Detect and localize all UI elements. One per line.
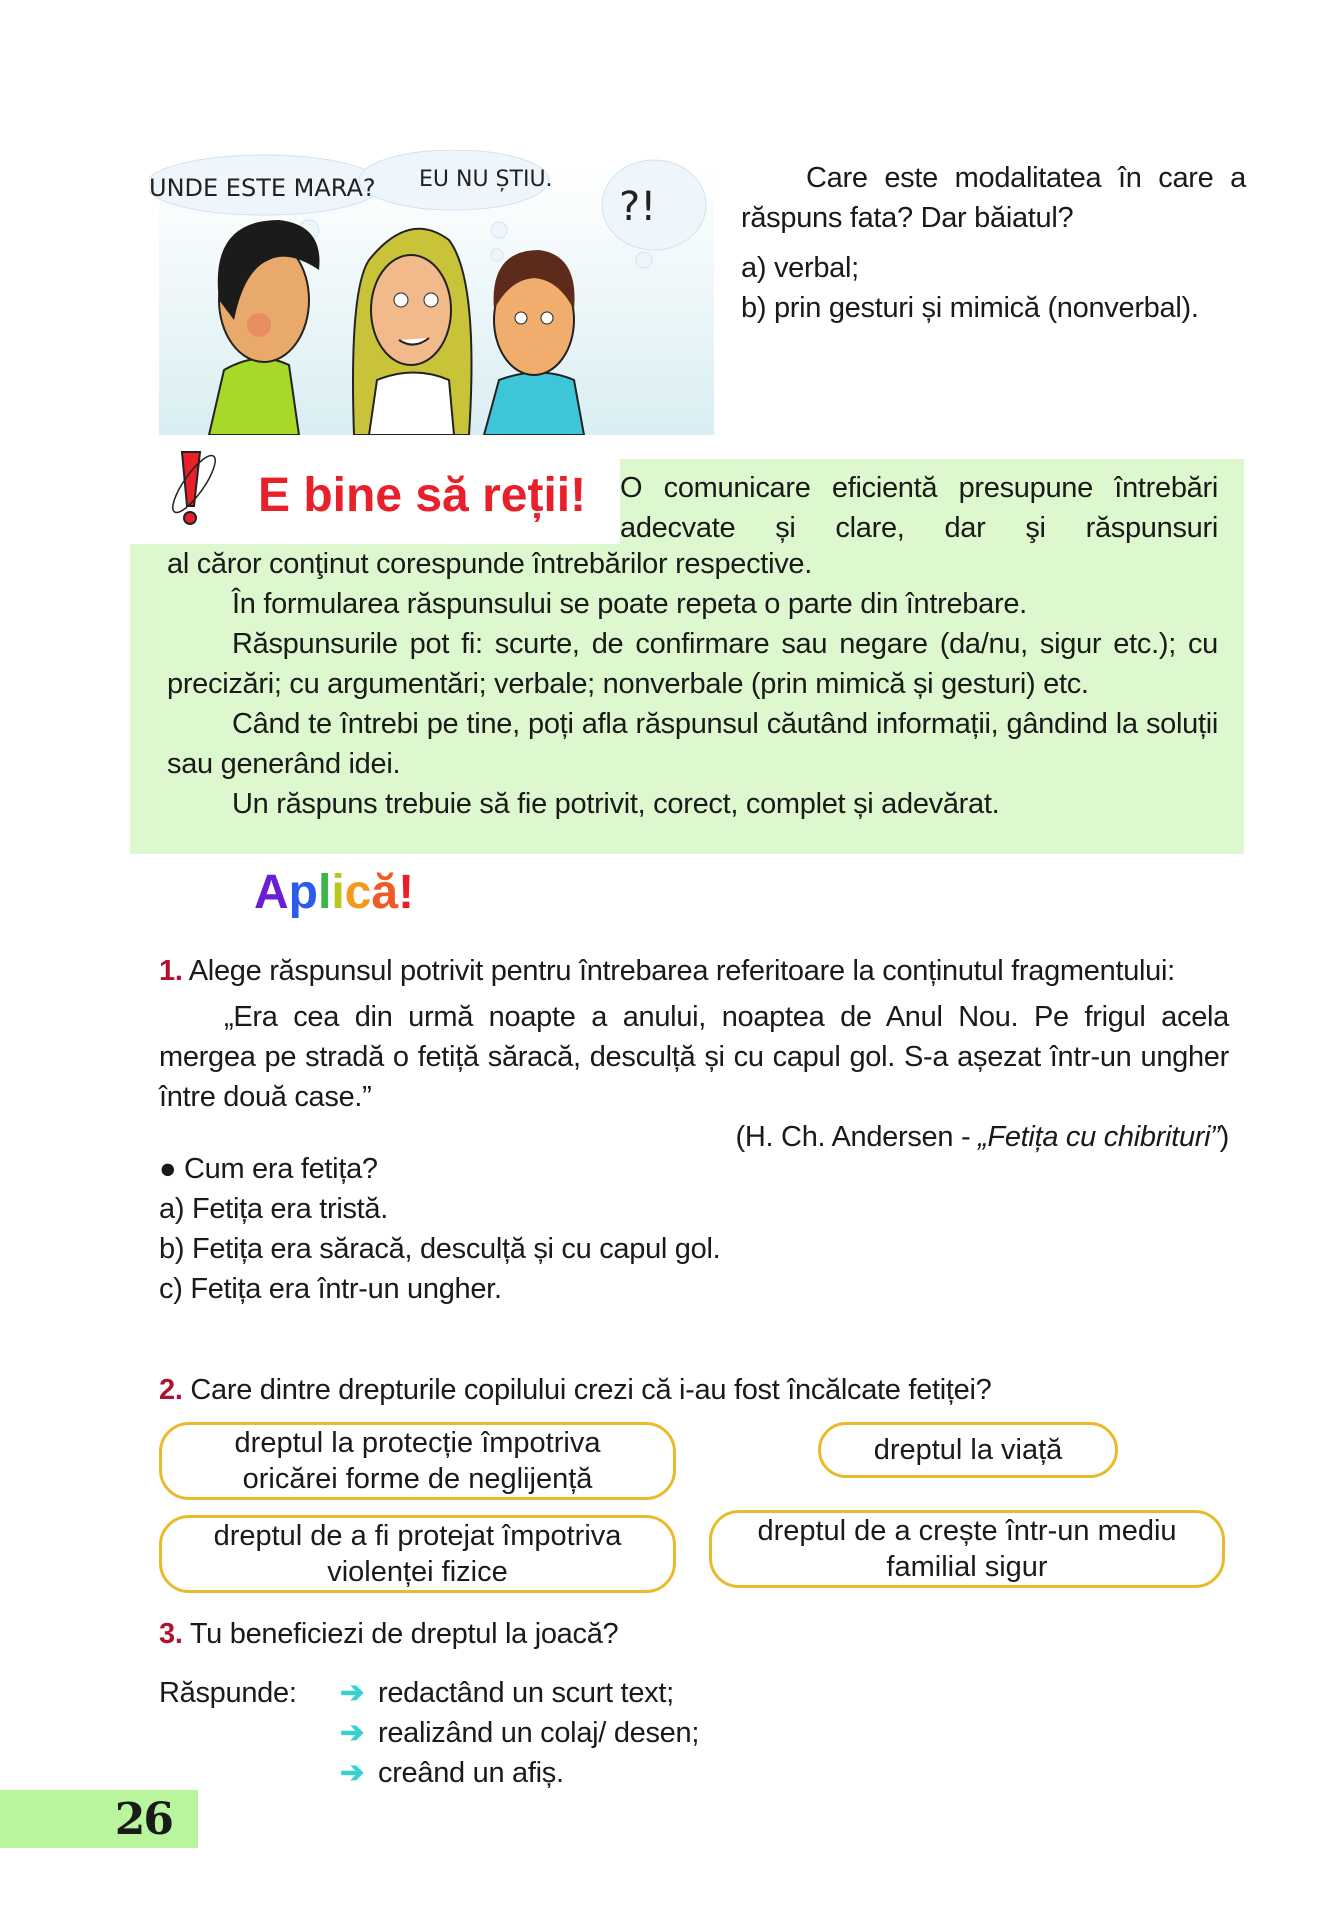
right-line: dreptul de a crește într-un mediu: [757, 1515, 1177, 1547]
answer-options: [340, 1673, 699, 1793]
remember-p5: Un răspuns trebuie să fie potrivit, corect, complet și adevărat.: [232, 788, 1000, 820]
right-option-neglect[interactable]: [159, 1422, 676, 1500]
q3: [159, 1614, 618, 1654]
q2: [159, 1370, 1249, 1410]
right-option-violence[interactable]: [159, 1515, 676, 1593]
right-line: familial sigur: [886, 1551, 1048, 1583]
apply-heading-letter: A: [254, 866, 289, 919]
arrow-right-icon: ➔: [340, 1717, 364, 1749]
q1-quote: „Era cea din urmă noapte a anului, noaptea de Anul Nou. Pe frigul acela mergea pe stradă o fetiță săracă, desculță și cu capul gol. S-a așezat într-un ungher între două case.”: [159, 1001, 1229, 1113]
remember-p1-end: al căror conţinut corespunde întrebărilor respective.: [167, 548, 812, 580]
apply-heading-letter: c: [344, 866, 372, 919]
q1: [159, 951, 1229, 991]
answer-option-text: creând un afiș.: [378, 1757, 564, 1789]
right-option-life[interactable]: [818, 1422, 1118, 1478]
arrow-right-icon: ➔: [340, 1677, 364, 1709]
intro-option-b: b) prin gesturi și mimică (nonverbal).: [741, 292, 1199, 324]
apply-heading-letter: ă: [371, 866, 399, 919]
remember-text-intro: O comunicare eficientă presupune întrebări adecvate și clare, dar şi răspunsuri: [620, 472, 1218, 544]
right-line: dreptul de a fi protejat împotriva: [213, 1520, 622, 1552]
q2-number: 2.: [159, 1374, 183, 1406]
q3-text: Tu beneficiezi de dreptul la joacă?: [189, 1618, 619, 1650]
right-option-family[interactable]: [709, 1510, 1225, 1588]
answer-option-text: redactând un scurt text;: [378, 1677, 674, 1709]
apply-heading-letter: i: [331, 866, 345, 919]
intro-question: Care este modalitatea în care a răspuns fata? Dar băiatul?: [741, 162, 1246, 234]
exercises: [159, 951, 1229, 1309]
arrow-right-icon: ➔: [340, 1757, 364, 1789]
source-close: ): [1219, 1121, 1229, 1153]
apply-heading: [254, 865, 414, 920]
q2-text: Care dintre drepturile copilului crezi că i-au fost încălcate fetiței?: [190, 1374, 992, 1406]
exclamation-icon: [160, 448, 232, 530]
answer-option[interactable]: [340, 1673, 699, 1713]
q1-option-a[interactable]: a) Fetița era tristă.: [159, 1193, 388, 1225]
q1-option-b[interactable]: b) Fetița era săracă, desculță și cu capul gol.: [159, 1233, 721, 1265]
intro-option-a: a) verbal;: [741, 252, 859, 284]
q1-question: ● Cum era fetița?: [159, 1153, 378, 1185]
remember-p4: Când te întrebi pe tine, poți afla răspunsul căutând informații, gândind la soluții sau generând idei.: [167, 708, 1218, 780]
apply-heading-letter: p: [288, 866, 318, 919]
speech-bubble-boy-2: ?!: [619, 184, 657, 230]
right-line: dreptul la viață: [873, 1434, 1063, 1466]
apply-heading-letter: l: [318, 866, 332, 919]
answer-option[interactable]: [340, 1713, 699, 1753]
q1-option-c[interactable]: c) Fetița era într-un ungher.: [159, 1273, 502, 1305]
source-title: „Fetița cu chibrituri”: [978, 1121, 1220, 1153]
apply-heading-letter: !: [398, 866, 415, 919]
children-illustration: [149, 150, 719, 435]
answer-option-text: realizând un colaj/ desen;: [378, 1717, 700, 1749]
answer-label: Răspunde:: [159, 1677, 297, 1709]
remember-p3: Răspunsurile pot fi: scurte, de confirmare sau negare (da/nu, sigur etc.); cu precizări; cu argumentări; verbale; nonverbale (prin mimică și gesturi) etc.: [167, 628, 1218, 700]
remember-title: E bine să reții!: [258, 469, 587, 522]
intro-question-block: [741, 158, 1246, 328]
q1-number: 1.: [159, 955, 183, 987]
right-line: oricărei forme de neglijență: [242, 1463, 593, 1495]
right-line: dreptul la protecție împotriva: [234, 1427, 601, 1459]
right-line: violenței fizice: [327, 1556, 508, 1588]
speech-bubble-girl: EU NU ȘTIU.: [419, 167, 553, 192]
q1-text: Alege răspunsul potrivit pentru întrebarea referitoare la conținutul fragmentului:: [188, 955, 1175, 987]
q3-number: 3.: [159, 1618, 183, 1650]
page-number: 26: [0, 1790, 198, 1848]
remember-text: [167, 544, 1218, 824]
answer-option[interactable]: [340, 1753, 699, 1793]
remember-p2: În formularea răspunsului se poate repeta o parte din întrebare.: [232, 588, 1027, 620]
source-author: (H. Ch. Andersen -: [735, 1121, 979, 1153]
speech-bubble-boy: UNDE ESTE MARA?: [149, 174, 376, 202]
